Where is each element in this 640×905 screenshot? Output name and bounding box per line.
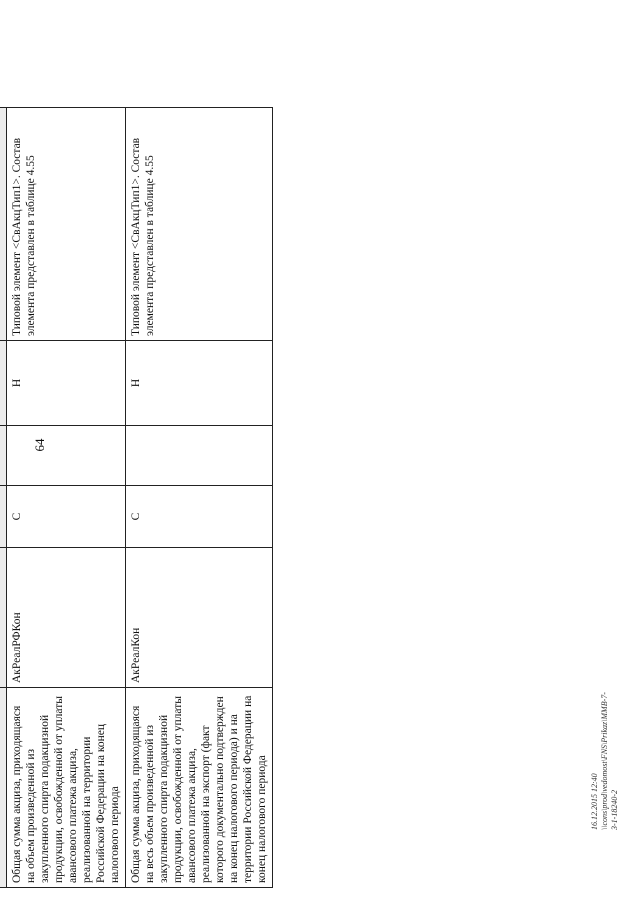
table-row — [126, 108, 273, 888]
cell-format — [126, 426, 273, 486]
table-row — [7, 108, 126, 888]
cell-short-name: АкРеалРФКон — [7, 548, 126, 688]
cell-name: Общая сумма акциза, приходящаяся на объем произведенной из закупленного спирта подакцизной продукции, освобожденной от уплаты авансового платежа акциза, реализованной на территории Российской Федерации на конец налогового периода — [7, 688, 126, 888]
elements-table — [0, 107, 273, 888]
cell-short-name: АкРеалКон — [126, 548, 273, 688]
cell-required: Н — [126, 341, 273, 426]
cell-type: С — [7, 486, 126, 548]
cell-required: Н — [7, 341, 126, 426]
page-number: 64 — [32, 438, 47, 452]
cell-type: С — [126, 486, 273, 548]
rotated-table-container — [0, 108, 267, 888]
cell-info: Типовой элемент <СвАкцТип1>. Состав элемента представлен в таблице 4.55 — [7, 108, 126, 341]
cell-name: Общая сумма акциза, приходящаяся на весь объем произведенной из закупленного спирта подакцизной продукции, освобожденной от уплаты авансового платежа акциза, реализованной на экспорт (факт которого документально подтвержден на конец налогового периода) и на территории Российской Федерации на конец налогового периода — [126, 688, 273, 888]
footer-timestamp: 16.12.2015 12:40 — [590, 773, 599, 830]
footer-path: \\cons\prod\vedomost\FNS\Prikaz\ММВ-7-3-1-18240-2 — [600, 692, 619, 830]
cell-info: Типовой элемент <СвАкцТип1>. Состав элемента представлен в таблице 4.55 — [126, 108, 273, 341]
cell-format — [7, 426, 126, 486]
document-footer — [590, 690, 620, 830]
